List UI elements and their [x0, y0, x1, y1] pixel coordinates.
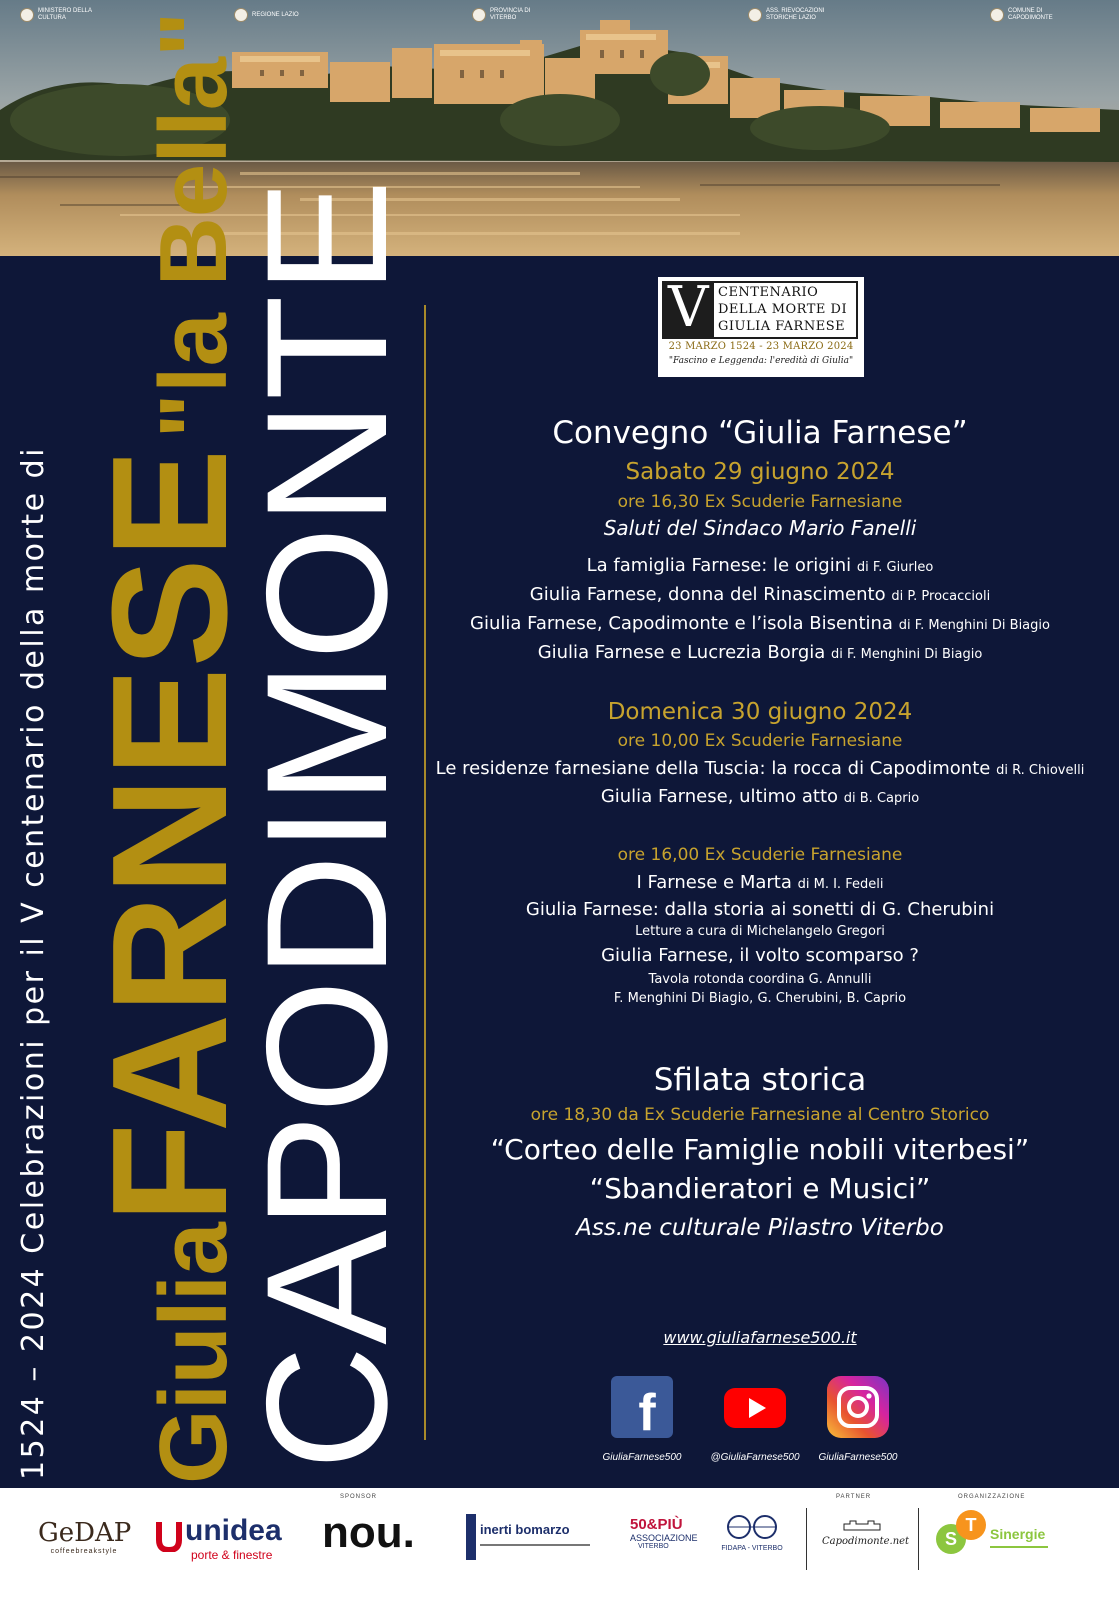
day1-time: ore 16,30 Ex Scuderie Farnesiane: [617, 492, 903, 512]
badge-line: DELLA MORTE DI: [718, 302, 848, 317]
s-badge-icon: S: [936, 1524, 966, 1554]
talk-item: Giulia Farnese, donna del Rinascimento di P. Procaccioli: [529, 584, 991, 605]
sponsor-band: SPONSOR PARTNER ORGANIZZAZIONE GeDAP coffeebreakstyle unidea porte & finestre nou. inerti bomarzo 50&PIÙ ASSOCIAZIONE VITERBO FIDAPA - VITERBO Capodimonte.net S T Sinergie: [0, 1488, 1119, 1600]
patron-logo: ASS. RIEVOCAZIONI STORICHE LAZIO: [748, 8, 828, 22]
t-badge-icon: T: [956, 1510, 986, 1540]
talk-item: Le residenze farnesiane della Tuscia: la rocca di Capodimonte di R. Chiovelli: [435, 758, 1085, 779]
social-youtube[interactable]: [705, 1376, 805, 1463]
la-bella-word: "la Bella": [140, 11, 247, 439]
celebration-vertical-title: 1524 – 2024 Celebrazioni per il V centenario della morte di: [16, 446, 51, 1480]
sfilata-corteo: “Corteo delle Famiglie nobili viterbesi”: [490, 1133, 1030, 1166]
social-handle: GiuliaFarnese500: [602, 1452, 682, 1463]
day2-afternoon-time: ore 16,00 Ex Scuderie Farnesiane: [617, 845, 903, 865]
sponsor-nou: nou.: [322, 1508, 415, 1557]
talk-note: Tavola rotonda coordina G. Annulli: [648, 972, 872, 987]
day1-greeting: Saluti del Sindaco Mario Fanelli: [603, 516, 917, 540]
talk-note: F. Menghini Di Biagio, G. Cherubini, B. Caprio: [613, 991, 907, 1006]
castle-icon: [842, 1519, 882, 1531]
patron-logo: REGIONE LAZIO: [234, 8, 314, 22]
giulia-farnese-vertical-title: [78, 11, 261, 1484]
website-row: [430, 1328, 1090, 1347]
patron-logo: COMUNE DI CAPODIMONTE: [990, 8, 1070, 22]
giulia-word: Giulia: [140, 1223, 247, 1484]
patron-logo: MINISTERO DELLA CULTURA: [20, 8, 100, 22]
partner-50-piu: 50&PIÙ ASSOCIAZIONE VITERBO: [630, 1516, 698, 1550]
youtube-icon[interactable]: [724, 1376, 786, 1438]
instagram-icon[interactable]: [827, 1376, 889, 1438]
badge-initial: V: [668, 275, 709, 340]
sponsor-inerti: inerti bomarzo: [466, 1514, 596, 1560]
talk-item: La famiglia Farnese: le origini di F. Giurleo: [586, 555, 934, 576]
sfilata-sbandieratori: “Sbandieratori e Musici”: [589, 1172, 931, 1205]
convegno-title: Convegno “Giulia Farnese”: [552, 415, 968, 451]
organizer-sinergie: S T Sinergie: [936, 1510, 1056, 1570]
social-instagram[interactable]: [808, 1376, 908, 1463]
globe-icon: [717, 1514, 787, 1540]
organizer-caption: ORGANIZZAZIONE: [958, 1494, 1026, 1500]
social-handle: @GiuliaFarnese500: [710, 1452, 800, 1463]
badge-line: GIULIA FARNESE: [718, 319, 846, 334]
sfilata-association: Ass.ne culturale Pilastro Viterbo: [576, 1215, 944, 1241]
sfilata-title: Sfilata storica: [653, 1062, 867, 1098]
facebook-icon[interactable]: [611, 1376, 673, 1438]
partner-caption: PARTNER: [836, 1494, 872, 1500]
talk-note: Letture a cura di Michelangelo Gregori: [635, 924, 885, 939]
crest-icon: [20, 8, 34, 22]
sponsor-caption: SPONSOR: [340, 1494, 378, 1500]
partner-capodimonte-net: Capodimonte.net: [822, 1518, 902, 1547]
day1-date: Sabato 29 giugno 2024: [625, 459, 895, 485]
crest-icon: [748, 8, 762, 22]
talk-item: Giulia Farnese e Lucrezia Borgia di F. Menghini Di Biagio: [537, 642, 983, 663]
gold-divider: [424, 305, 426, 1440]
talk-item: Giulia Farnese, il volto scomparso ?: [601, 945, 919, 966]
website-link[interactable]: www.giuliafarnese500.it: [663, 1328, 857, 1347]
social-handle: GiuliaFarnese500: [818, 1452, 898, 1463]
crest-icon: [990, 8, 1004, 22]
capodimonte-vertical-title: CAPODIMONTE: [231, 178, 423, 1470]
sfilata-time: ore 18,30 da Ex Scuderie Farnesiane al Centro Storico: [530, 1105, 990, 1125]
patron-logo: PROVINCIA DI VITERBO: [472, 8, 552, 22]
badge-line: CENTENARIO: [718, 285, 819, 300]
unidea-logo-icon: [155, 1518, 183, 1552]
centenary-badge: [658, 277, 864, 377]
partner-fidapa: FIDAPA - VITERBO: [712, 1514, 792, 1552]
crest-icon: [472, 8, 486, 22]
day2-date: Domenica 30 giugno 2024: [607, 699, 913, 725]
talk-item: Giulia Farnese: dalla storia ai sonetti di G. Cherubini: [525, 899, 995, 920]
sponsor-gedap: GeDAP coffeebreakstyle: [38, 1518, 132, 1555]
badge-motto: "Fascino e Leggenda: l'eredità di Giulia": [668, 356, 854, 366]
day2-morning-time: ore 10,00 Ex Scuderie Farnesiane: [617, 731, 903, 751]
talk-item: I Farnese e Marta di M. I. Fedeli: [636, 872, 884, 893]
talk-item: Giulia Farnese, Capodimonte e l’isola Bisentina di F. Menghini Di Biagio: [470, 613, 1050, 634]
badge-dates: 23 MARZO 1524 - 23 MARZO 2024: [668, 341, 854, 352]
farnese-word: FARNESE: [78, 448, 261, 1224]
social-facebook[interactable]: [592, 1376, 692, 1463]
svg-text:f: f: [638, 1384, 656, 1438]
talk-item: Giulia Farnese, ultimo atto di B. Caprio: [600, 786, 920, 807]
